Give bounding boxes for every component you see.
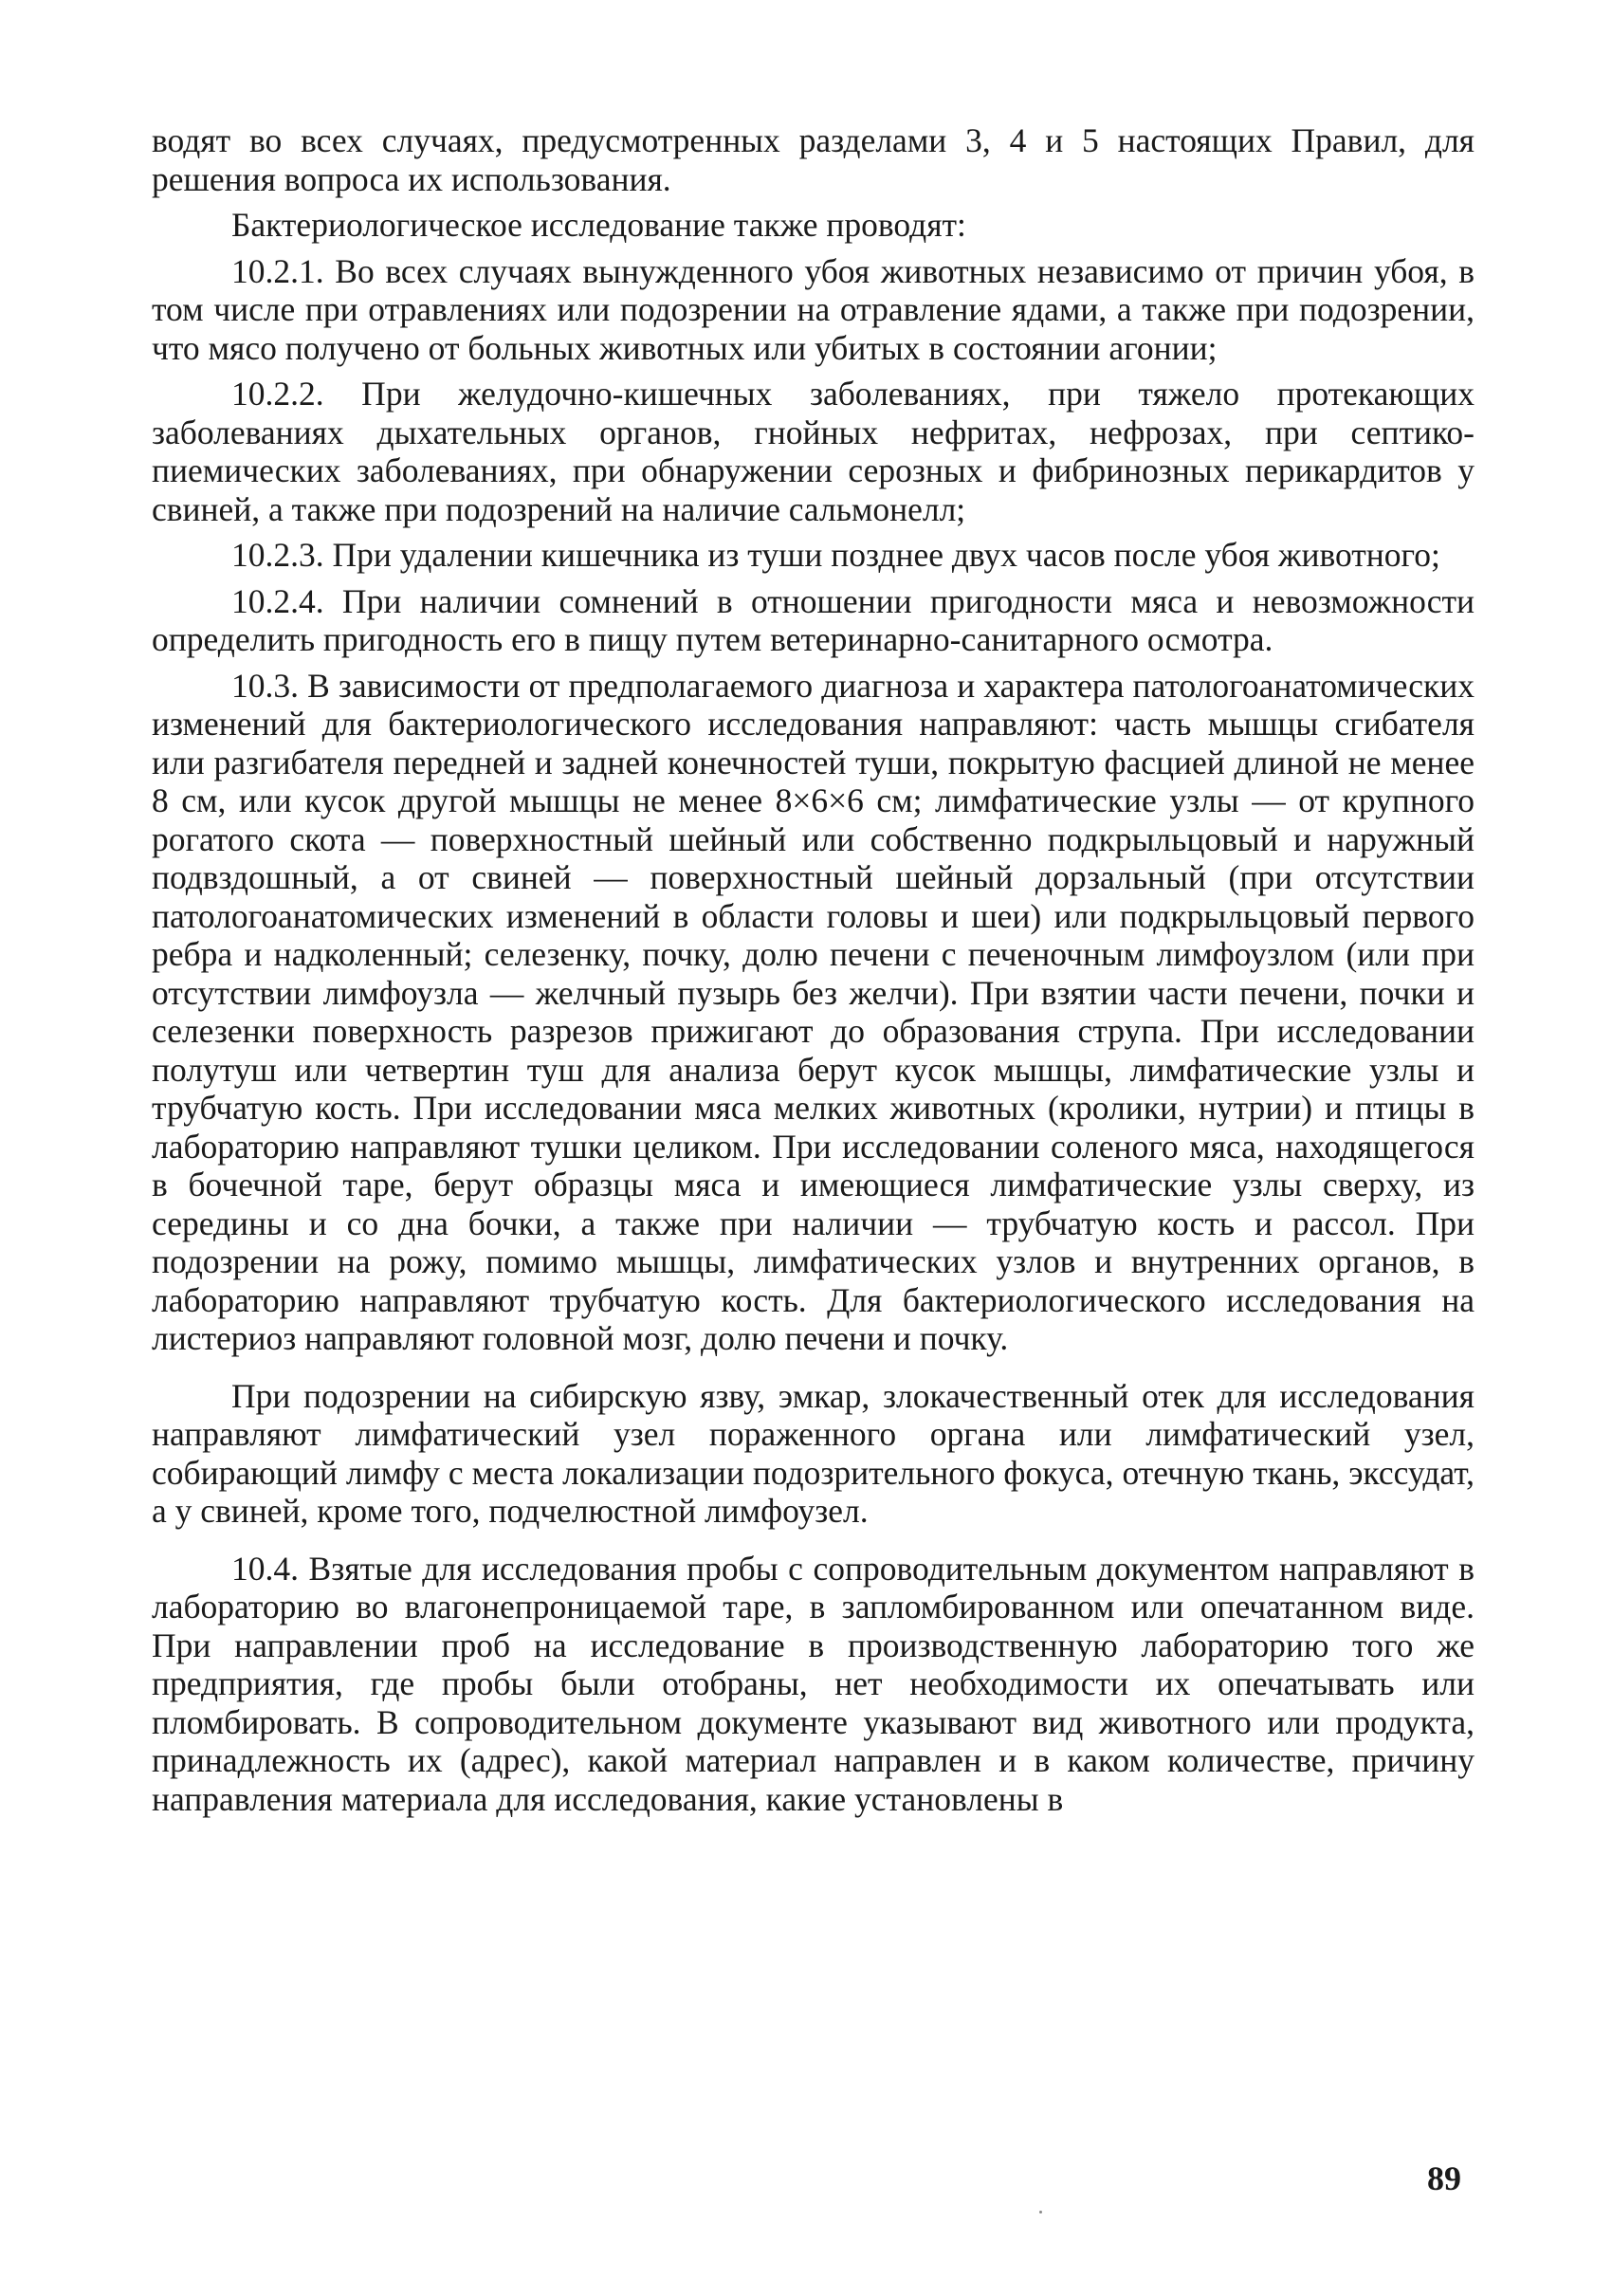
paragraph-10-2-3: 10.2.3. При удалении кишечника из туши позднее двух часов после убоя животного; <box>231 536 1440 574</box>
paragraph-gap <box>152 1538 1475 1550</box>
paragraph-10-2-4: 10.2.4. При наличии сомнений в отношении пригодности мяса и невозможности определить пригодность его в пищу путем ветеринарно-санитарного осмотра. <box>152 581 1475 658</box>
paragraph-gap <box>152 1366 1475 1377</box>
paragraph-10-2-2: 10.2.2. При желудочно-кишечных заболеваниях, при тяжело протекающих заболеваниях дыхательных органов, гнойных нефритах, нефрозах, при септико-пиемических заболеваниях, при обнаружении серозных и фибринозных перикардитов у свиней, а также при подозрений на наличие сальмонелл; <box>152 375 1475 528</box>
page-body <box>152 121 1475 1826</box>
paragraph-10-3: 10.3. В зависимости от предполагаемого диагноза и характера патологоанатомических изменений для бактериологического исследования направляют: часть мышцы сгибателя или разгибателя передней и задней конечностей туши, покрытую фасцией длиной не менее 8 см, или кусок другой мышцы не менее 8×6×6 см; лимфатические узлы — от крупного рогатого скота — поверхностный шейный или собственно подкрыльцовый и наружный подвздошный, а от свиней — поверхностный шейный дорзальный (при отсутствии патологоанатомических изменений в области головы и шеи) или подкрыльцовый первого ребра и надколенный; селезенку, почку, долю печени с печеночным лимфоузлом (или при отсутствии лимфоузла — желчный пузырь без желчи). При взятии части печени, почки и селезенки поверхность разрезов прижигают до образования струпа. При исследовании полутуш или четвертин туш для анализа берут кусок мышцы, лимфатические узлы и трубчатую кость. При исследовании мяса мелких животных (кролики, нутрии) и птицы в лабораторию направляют тушки целиком. При исследовании соленого мяса, находящегося в бочечной таре, берут образцы мяса и имеющиеся лимфатические узлы сверху, из середины и со дна бочки, а также при наличии — трубчатую кость и рассол. При подозрении на рожу, помимо мышцы, лимфатических узлов и внутренних органов, в лабораторию направляют трубчатую кость. Для бактериологического исследования на листериоз направляют головной мозг, долю печени и почку. <box>152 666 1475 1357</box>
page-number: 89 <box>1427 2159 1461 2197</box>
paragraph-intro: Бактериологическое исследование также проводят: <box>231 206 966 244</box>
paragraph-anthrax: При подозрении на сибирскую язву, эмкар, злокачественный отек для исследования направляют лимфатический узел пораженного органа или лимфатический узел, собирающий лимфу с места локализации подозрительного фокуса, отечную ткань, экссудат, а у свиней, кроме того, подчелюстной лимфоузел. <box>152 1376 1475 1530</box>
scan-speck <box>1039 2211 1042 2213</box>
paragraph-10-2-1: 10.2.1. Во всех случаях вынужденного убоя животных независимо от причин убоя, в том числе при отравлениях или подозрении на отравление ядами, а также при подозрении, что мясо получено от больных животных или убитых в состоянии агонии; <box>152 251 1475 367</box>
paragraph-10-4: 10.4. Взятые для исследования пробы с сопроводительным документом направляют в лабораторию во влагонепроницаемой таре, в запломбированном или опечатанном виде. При направлении проб на исследование в производственную лабораторию того же предприятия, где пробы были отобраны, нет необходимости их опечатывать или пломбировать. В сопроводительном документе указывают вид животного или продукта, принадлежность их (адрес), какой материал направлен и в каком количестве, причину направления материала для исследования, какие установлены в <box>152 1549 1475 1818</box>
paragraph-continuation: водят во всех случаях, предусмотренных разделами 3, 4 и 5 настоящих Правил, для решения вопроса их использования. <box>152 121 1475 198</box>
